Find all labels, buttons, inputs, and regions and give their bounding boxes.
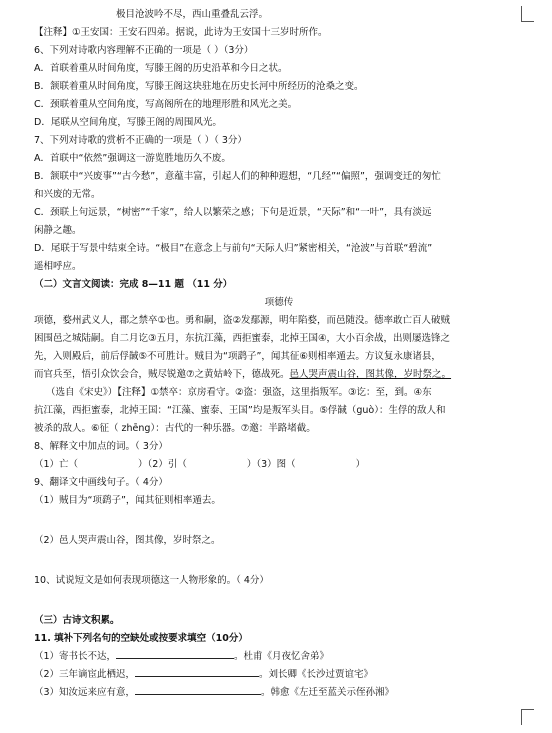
- question-11: 11. 填补下列名句的空缺处或按要求填空（10分）: [34, 633, 248, 644]
- question-10: 10、试说短文是如何表现项德这一人物形象的。（ 4分）: [34, 575, 269, 586]
- question-7-option-c-line2: 闲静之趣。: [34, 225, 82, 236]
- question-6-option-a: A．首联着重从时间角度，写滕王阁的历史沿革和今日之状。: [34, 63, 288, 74]
- question-11-item-3-prompt: （3）知汝远来应有意，: [34, 687, 136, 698]
- crop-mark-bottom-right: [521, 709, 536, 725]
- poem-last-line: 极目沧波吟不尽，西山重叠乱云浮。: [116, 9, 269, 20]
- question-11-item-1: [34, 648, 524, 666]
- question-11-item-3-source: 。韩愈《左迁至蓝关示侄孙湘》: [261, 687, 395, 698]
- question-8: 8、解释文中加点的词。（ 3分）: [34, 441, 168, 452]
- question-6-option-c: C．颈联着重从空间角度，写高阁所在的地理形胜和风光之美。: [34, 99, 298, 110]
- question-8-items: [34, 456, 524, 474]
- answer-blank-3[interactable]: [135, 684, 261, 695]
- question-8-close: ）: [355, 459, 366, 470]
- question-7-option-b-line1: B．颔联中“兴废事”“古今愁”，意蕴丰富，引起人们的种种遐想，“几经”“偏照”，强调变迁的匆忙: [34, 171, 441, 182]
- passage-source-notes-3: 被杀的敌人。⑥征（ zhēng）：古代的一种乐器。⑦邀：半路堵截。: [34, 423, 316, 434]
- passage-line-2: 困围邑之城陆嗣。自二月讫③五月，东抗江藻，西拒蜜泰，北掉王国④，大小百余战，出则屡选锋之: [34, 333, 451, 344]
- question-11-item-2-source: 。刘长卿《长沙过贾谊宅》: [259, 669, 374, 680]
- question-7: 7、下列对诗歌的赏析不正确的一项是（ ）（ 3分）: [34, 135, 247, 146]
- question-7-option-c-line1: C．颈联上句远景，“树密”“千家”，给人以繁荣之感；下句是近景，“天际”和“一叶”，具有淡远: [34, 207, 432, 218]
- question-11-item-2-prompt: （2）三年谪宦此栖迟，: [34, 669, 136, 680]
- answer-blank-2[interactable]: [135, 666, 259, 677]
- question-9-item-2: （2）邑人哭声震山谷，图其像，岁时祭之。: [34, 535, 221, 546]
- passage-source-notes-2: 抗江藻，西拒蜜泰，北掉王国：“江藻、蜜泰、王国”均是叛军头目。⑤俘馘（guò）：生俘的敌人和: [34, 405, 446, 416]
- passage-title: 项德传: [264, 297, 294, 308]
- passage-line-4-text: 而官兵至，悟引众饮会合，贼尽锐邀⑦之黄姑岭下，德战死。: [34, 369, 290, 380]
- question-8-item-2: ）（2）引（: [138, 459, 187, 470]
- question-7-option-d-line1: D．尾联于写景中结束全诗。“极目”在意念上与前句“天际人归”紧密相关，“沧波”与首联“碧流”: [34, 243, 433, 254]
- question-8-item-1: （1）亡（: [34, 459, 79, 470]
- section-3-title: （三）古诗文积累。: [34, 615, 120, 626]
- section-2-title: （二）文言文阅读：完成 8—11 题 （11 分）: [34, 279, 233, 290]
- question-7-option-a: A．首联中“依然”强调这一游览胜地历久不废。: [34, 153, 231, 164]
- question-9-item-1: （1）贼目为“项鹞子”，闻其征则相率遁去。: [34, 495, 221, 506]
- question-8-item-3: ）（3）图（: [246, 459, 296, 470]
- poem-note: 【注释】①王安国：王安石四弟。据说，此诗为王安国十三岁时所作。: [34, 27, 328, 38]
- question-11-item-1-prompt: （1）寄书长不达，: [34, 651, 117, 662]
- passage-source-notes-1: （选自《宋史》）【注释】①禁卒：京房看守。②盗：强盗，这里指叛军。③讫：至，到。④东: [46, 387, 432, 398]
- question-6-option-d: D．尾联从空间角度，写滕王阁的周围风光。: [34, 117, 222, 128]
- question-9: 9、翻译文中画线句子。（ 4分）: [34, 477, 168, 488]
- question-6-option-b: B．颔联着重从时间角度，写滕王阁这块驻地在历史长河中所经历的沧桑之变。: [34, 81, 364, 92]
- question-7-option-d-line2: 遥相呼应。: [34, 261, 82, 272]
- question-6: 6、下列对诗歌内容理解不正确的一项是（ ）（3分）: [34, 45, 254, 56]
- question-7-option-b-line2: 和兴废的无常。: [34, 189, 101, 200]
- question-11-item-3: [34, 684, 524, 702]
- question-11-item-2: [34, 666, 524, 684]
- underlined-sentence: 邑人哭声震山谷，图其像，岁时祭之。: [289, 369, 452, 380]
- answer-blank-1[interactable]: [116, 648, 234, 659]
- passage-line-3: 先，入则殿后，前后俘馘⑤不可胜计。贼目为“项鹞子”，闻其征⑥则相率遁去。方议复永康诸县，: [34, 351, 441, 362]
- exam-content: [34, 6, 524, 702]
- question-11-item-1-source: 。杜甫《月夜忆舍弟》: [234, 651, 330, 662]
- passage-line-4: [34, 366, 524, 384]
- passage-line-1: 项德，婺州武义人，郡之禁卒①也。勇和嗣，盗②发鄢源，明年陷婺，而邑随没。德率敢亡百人破贼: [34, 315, 451, 326]
